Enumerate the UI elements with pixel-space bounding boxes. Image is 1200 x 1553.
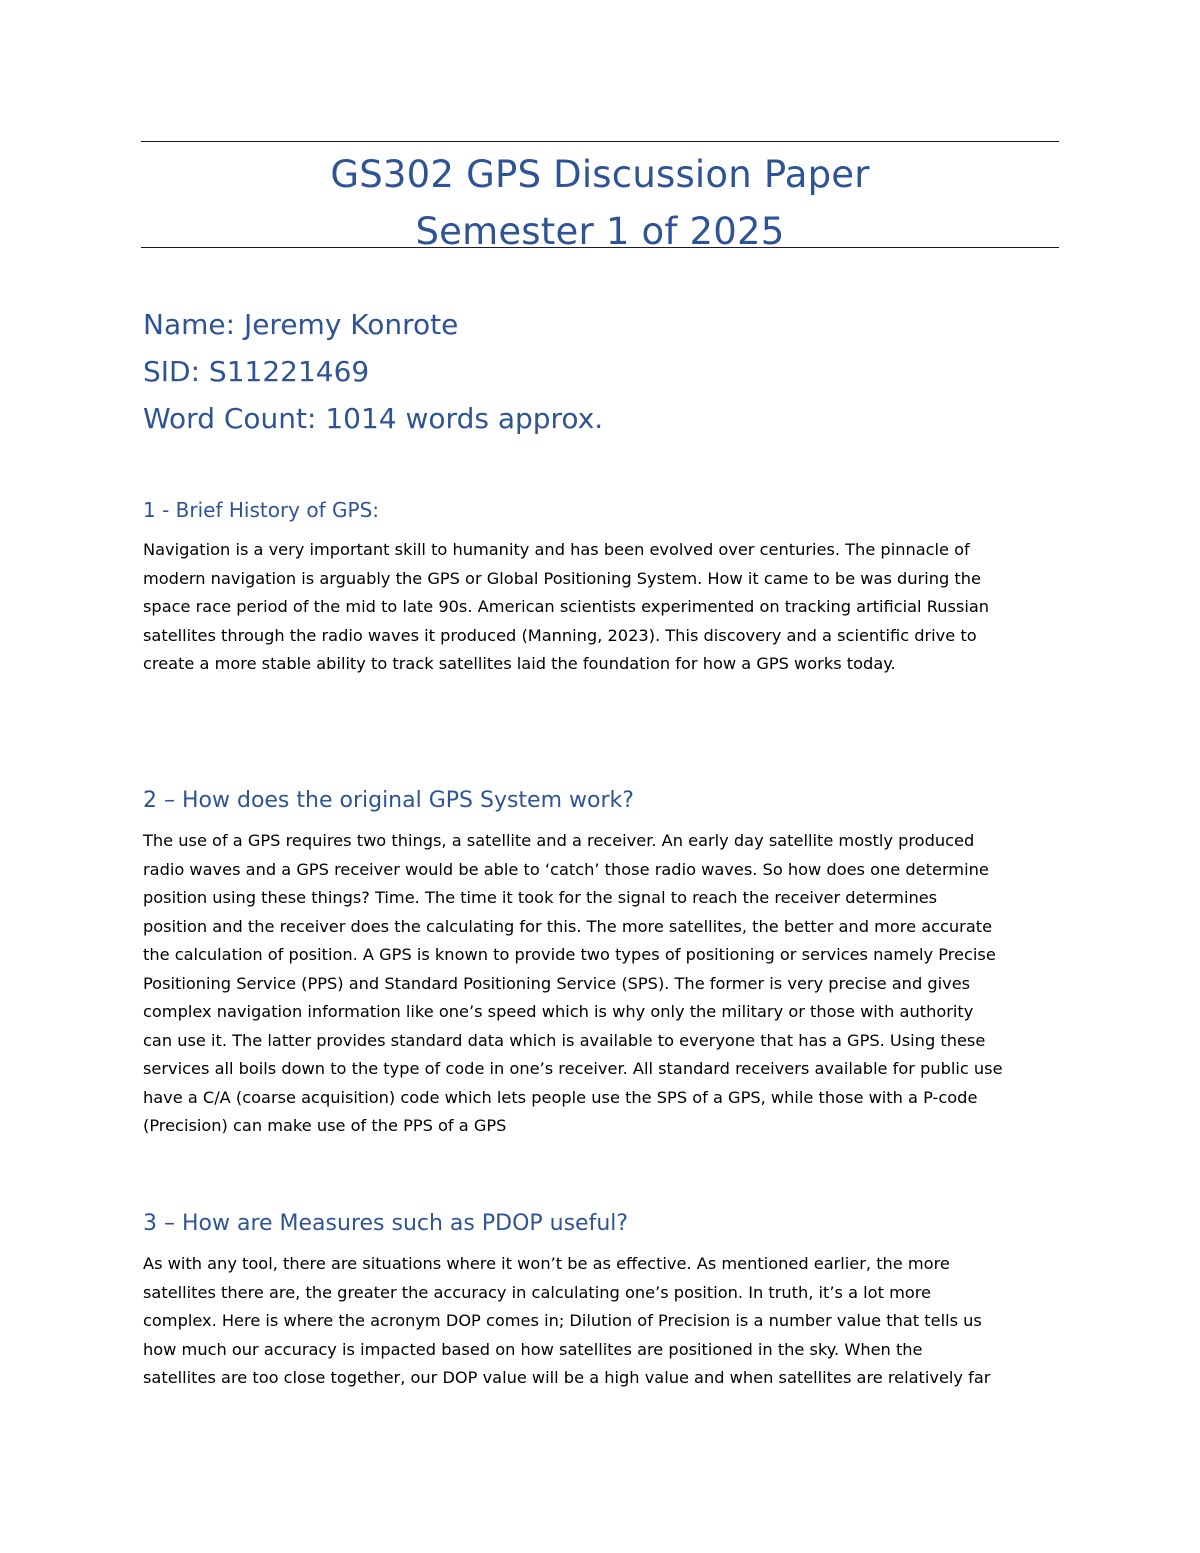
paragraph-line: complex. Here is where the acronym DOP comes in; Dilution of Precision is a number value that tells us [143, 1311, 982, 1330]
author-info [143, 301, 603, 442]
paragraph-line: satellites are too close together, our DOP value will be a high value and when satellites are relatively far [143, 1368, 991, 1387]
paragraph-line: The use of a GPS requires two things, a satellite and a receiver. An early day satellite mostly produced [143, 831, 975, 850]
paragraph-line: have a C/A (coarse acquisition) code which lets people use the SPS of a GPS, while those with a P-code [143, 1087, 978, 1107]
section-2-heading: 2 – How does the original GPS System work? [143, 788, 634, 813]
title-bottom-rule [141, 247, 1059, 248]
word-count: Word Count: 1014 words approx. [143, 402, 604, 435]
paragraph-line: (Precision) can make use of the PPS of a GPS [143, 1116, 507, 1135]
paragraph-line: Navigation is a very important skill to humanity and has been evolved over centuries. The pinnacle of [143, 540, 970, 559]
paragraph-line: complex navigation information like one’s speed which is why only the military or those with authority [143, 1002, 974, 1021]
paragraph-line: As with any tool, there are situations where it won’t be as effective. As mentioned earlier, the more [143, 1254, 950, 1273]
student-id: SID: S11221469 [143, 355, 370, 388]
paragraph-line: services all boils down to the type of code in one’s receiver. All standard receivers available for public use [143, 1059, 1003, 1078]
section-3-heading: 3 – How are Measures such as PDOP useful? [143, 1211, 629, 1236]
paragraph-line: modern navigation is arguably the GPS or Global Positioning System. How it came to be was during the [143, 568, 981, 588]
paragraph-line: satellites through the radio waves it produced (Manning, 2023). This discovery and a scientific drive to [143, 625, 977, 645]
section-3-paragraph [143, 1250, 1065, 1393]
paragraph-line: Positioning Service (PPS) and Standard Positioning Service (SPS). The former is very precise and gives [143, 973, 971, 993]
paragraph-line: space race period of the mid to late 90s. American scientists experimented on tracking artificial Russian [143, 597, 990, 616]
title-line-2: Semester 1 of 2025 [415, 210, 785, 253]
paragraph-line: can use it. The latter provides standard data which is available to everyone that has a GPS. Using these [143, 1030, 986, 1050]
title-line-1: GS302 GPS Discussion Paper [330, 153, 870, 196]
document-title [141, 146, 1059, 260]
paragraph-line: create a more stable ability to track satellites laid the foundation for how a GPS works today. [143, 654, 896, 673]
section-2-paragraph [143, 827, 1065, 1141]
paragraph-line: radio waves and a GPS receiver would be able to ‘catch’ those radio waves. So how does one determine [143, 859, 989, 879]
paragraph-line: the calculation of position. A GPS is known to provide two types of positioning or services namely Precise [143, 945, 996, 964]
paragraph-line: position and the receiver does the calculating for this. The more satellites, the better and more accurate [143, 916, 993, 936]
title-top-rule [141, 141, 1059, 142]
author-name: Name: Jeremy Konrote [143, 308, 459, 341]
section-1-heading: 1 - Brief History of GPS: [143, 498, 379, 522]
paragraph-line: position using these things? Time. The time it took for the signal to reach the receiver determines [143, 888, 938, 907]
paragraph-line: how much our accuracy is impacted based on how satellites are positioned in the sky. When the [143, 1339, 923, 1359]
section-1-paragraph [143, 536, 1065, 679]
paragraph-line: satellites there are, the greater the accuracy in calculating one’s position. In truth, it’s a lot more [143, 1282, 932, 1302]
